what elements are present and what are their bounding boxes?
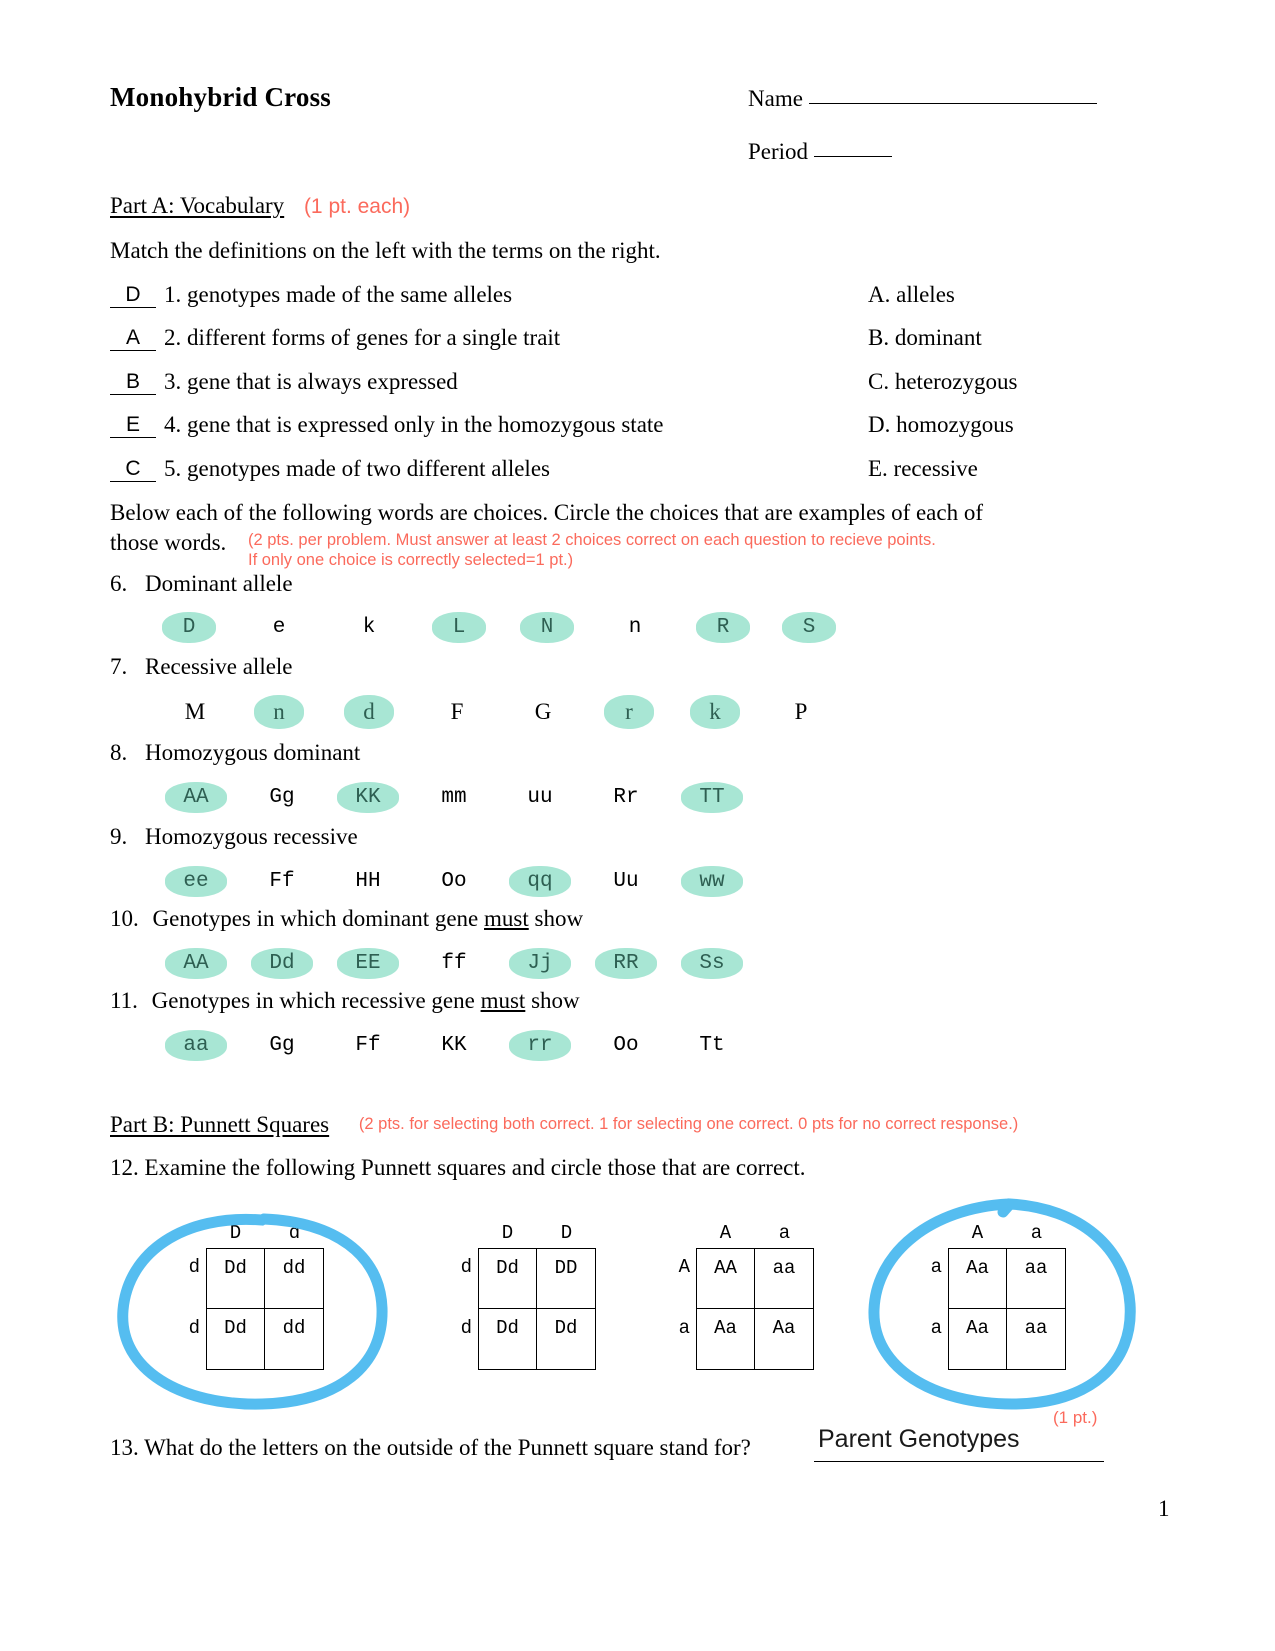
punnett-square-1[interactable] (168, 1222, 328, 1372)
match-row-1 (110, 282, 512, 308)
punnett-2-cell-1: Dd (479, 1249, 537, 1309)
punnett-3-cell-2: aa (755, 1249, 813, 1309)
choice-11-3[interactable]: Ff (355, 1034, 381, 1057)
choice-7-8[interactable]: P (794, 699, 808, 724)
choice-6-5[interactable]: N (520, 612, 574, 643)
choice-11-1[interactable]: aa (165, 1030, 227, 1061)
choice-10-2[interactable]: Dd (251, 948, 313, 979)
punnett-3-cell-1: AA (697, 1249, 755, 1309)
punnett-1-grid (206, 1248, 324, 1370)
part-a-points-note: (1 pt. each) (303, 195, 411, 218)
choice-6-8[interactable]: S (782, 612, 836, 643)
choice-10-5[interactable]: Jj (509, 948, 571, 979)
choice-10-6[interactable]: RR (595, 948, 657, 979)
question-9-prompt: Homozygous recessive (145, 824, 358, 849)
punnett-2-column-headers (478, 1222, 596, 1244)
term-item-e: E. recessive (868, 456, 978, 481)
punnett-3-col-1: A (719, 1222, 732, 1244)
choice-6-1[interactable]: D (162, 612, 216, 643)
choice-7-5[interactable]: G (534, 699, 552, 724)
name-label: Name (748, 86, 803, 111)
choice-6-6[interactable]: n (628, 616, 642, 639)
punnett-4-cell-2: aa (1007, 1249, 1065, 1309)
question-10-number: 10. (110, 906, 139, 931)
punnett-4-grid (948, 1248, 1066, 1370)
choice-10-3[interactable]: EE (337, 948, 399, 979)
punnett-1-col-1: D (229, 1222, 242, 1244)
question-6-number: 6. (110, 571, 128, 596)
punnett-square-4[interactable] (910, 1222, 1070, 1372)
choice-7-6[interactable]: r (604, 695, 654, 729)
question-11-number: 11. (110, 988, 138, 1013)
punnett-square-2[interactable] (440, 1222, 600, 1372)
punnett-2-col-1: D (501, 1222, 514, 1244)
match-answer-5[interactable]: C (110, 457, 156, 482)
part-b-heading: Part B: Punnett Squares (110, 1112, 330, 1137)
question-8-prompt: Homozygous dominant (145, 740, 361, 765)
match-text-3: gene that is always expressed (187, 369, 458, 394)
choice-10-1[interactable]: AA (165, 948, 227, 979)
match-row-5 (110, 456, 550, 482)
question-13-answer-line (814, 1461, 1104, 1462)
punnett-1-column-headers (206, 1222, 324, 1244)
question-6-prompt: Dominant allele (145, 571, 293, 596)
punnett-3-col-2: a (778, 1222, 791, 1244)
circle-points-note-line2: If only one choice is correctly selected=1 pt.) (248, 551, 574, 569)
punnett-3-row-1: A (678, 1256, 690, 1278)
punnett-3-column-headers (696, 1222, 814, 1244)
punnett-square-3[interactable] (658, 1222, 818, 1372)
punnett-2-row-1: d (460, 1256, 472, 1278)
punnett-2-cell-4: Dd (554, 1317, 578, 1339)
question-6-choices (162, 612, 836, 643)
punnett-4-cell-3: Aa (949, 1309, 1007, 1369)
choice-6-7[interactable]: R (696, 612, 750, 643)
choice-9-6[interactable]: Uu (613, 870, 639, 893)
match-answer-3[interactable]: B (110, 370, 156, 395)
part-a-heading: Part A: Vocabulary (110, 193, 285, 218)
circle-points-note-line1: (2 pts. per problem. Must answer at least 2 choices correct on each question to recieve points. (248, 531, 936, 549)
choice-9-5[interactable]: qq (509, 866, 571, 897)
question-7-choices (170, 695, 826, 729)
punnett-1-cell-1: Dd (207, 1249, 265, 1309)
choice-8-3[interactable]: KK (337, 782, 399, 813)
punnett-3-row-2: a (678, 1317, 690, 1339)
choice-9-2[interactable]: Ff (269, 870, 295, 893)
match-number-5: 5. (164, 456, 182, 481)
term-item-a: A. alleles (868, 282, 955, 307)
punnett-3-cell-4: Aa (772, 1317, 796, 1339)
punnett-2-grid (478, 1248, 596, 1370)
choice-9-7[interactable]: ww (681, 866, 743, 897)
term-item-b: B. dominant (868, 325, 982, 350)
choice-8-4[interactable]: mm (441, 786, 467, 809)
choice-11-7[interactable]: Tt (699, 1034, 725, 1057)
choice-11-4[interactable]: KK (441, 1034, 467, 1057)
page-number: 1 (1158, 1496, 1170, 1521)
name-field-row (748, 86, 1097, 112)
page-title: Monohybrid Cross (110, 82, 331, 112)
choice-8-5[interactable]: uu (527, 786, 553, 809)
choice-10-7[interactable]: Ss (681, 948, 743, 979)
match-number-1: 1. (164, 282, 182, 307)
punnett-4-col-2: a (1030, 1222, 1043, 1244)
punnett-4-row-headers (910, 1248, 942, 1370)
choice-8-6[interactable]: Rr (613, 786, 639, 809)
match-text-1: genotypes made of the same alleles (187, 282, 513, 307)
choice-11-5[interactable]: rr (509, 1030, 571, 1061)
part-b-points-note: (2 pts. for selecting both correct. 1 for selecting one correct. 0 pts for no correct response.) (358, 1115, 1019, 1133)
question-12-text: 12. Examine the following Punnett squares and circle those that are correct. (110, 1155, 806, 1180)
punnett-1-cell-3: Dd (207, 1309, 265, 1369)
question-9-number: 9. (110, 824, 128, 849)
choice-7-4[interactable]: F (450, 699, 464, 724)
match-row-2 (110, 325, 560, 351)
choice-11-6[interactable]: Oo (613, 1034, 639, 1057)
choice-6-4[interactable]: L (432, 612, 486, 643)
match-answer-2[interactable]: A (110, 326, 156, 351)
punnett-1-cell-4: dd (282, 1317, 306, 1339)
match-number-4: 4. (164, 412, 182, 437)
punnett-4-row-1: a (930, 1256, 942, 1278)
term-item-d: D. homozygous (868, 412, 1014, 437)
punnett-2-cell-3: Dd (479, 1309, 537, 1369)
choice-9-4[interactable]: Oo (441, 870, 467, 893)
punnett-3-row-headers (658, 1248, 690, 1370)
punnett-1-row-headers (168, 1248, 200, 1370)
question-8-label (110, 740, 360, 766)
match-text-5: genotypes made of two different alleles (187, 456, 550, 481)
question-13-answer[interactable]: Parent Genotypes (818, 1425, 1020, 1453)
match-number-2: 2. (164, 325, 182, 350)
punnett-3-grid (696, 1248, 814, 1370)
match-text-4: gene that is expressed only in the homozygous state (187, 412, 664, 437)
question-10-prompt-post: show (528, 906, 584, 931)
match-text-2: different forms of genes for a single trait (187, 325, 561, 350)
punnett-4-column-headers (948, 1222, 1066, 1244)
choice-8-2[interactable]: Gg (269, 786, 295, 809)
period-label: Period (748, 139, 809, 164)
question-13-points-note: (1 pt.) (1053, 1408, 1098, 1427)
part-b-heading-row (110, 1112, 1018, 1138)
punnett-2-row-2: d (460, 1317, 472, 1339)
punnett-1-col-2: d (288, 1222, 301, 1244)
choice-7-3[interactable]: d (344, 695, 394, 729)
period-input-blank[interactable] (814, 156, 892, 157)
circle-instruction-line2: those words. (110, 530, 227, 555)
period-field-row (748, 139, 892, 165)
choice-9-1[interactable]: ee (165, 866, 227, 897)
choice-6-3[interactable]: k (362, 616, 376, 639)
question-6-label (110, 571, 293, 597)
punnett-1-row-1: d (188, 1256, 200, 1278)
question-8-choices (165, 782, 743, 813)
question-13-text: 13. What do the letters on the outside of the Punnett square stand for? (110, 1435, 751, 1460)
punnett-4-cell-4: aa (1024, 1317, 1048, 1339)
question-8-number: 8. (110, 740, 128, 765)
question-10-prompt-emphasis: must (484, 906, 529, 931)
circle-instruction-line1: Below each of the following words are choices. Circle the choices that are examples of each of (110, 500, 984, 525)
punnett-4-cell-1: Aa (949, 1249, 1007, 1309)
choice-6-2[interactable]: e (272, 616, 286, 639)
question-10-label (110, 906, 583, 932)
question-11-prompt-emphasis: must (480, 988, 526, 1013)
question-11-prompt-post: show (525, 988, 580, 1013)
question-11-choices (165, 1030, 743, 1061)
punnett-2-cell-2: DD (537, 1249, 595, 1309)
part-a-heading-row (110, 193, 410, 219)
punnett-4-row-2: a (930, 1317, 942, 1339)
matching-instruction: Match the definitions on the left with the terms on the right. (110, 238, 661, 263)
choice-8-7[interactable]: TT (681, 782, 743, 813)
term-item-c: C. heterozygous (868, 369, 1018, 394)
match-number-3: 3. (164, 369, 182, 394)
punnett-2-row-headers (440, 1248, 472, 1370)
match-row-3 (110, 369, 458, 395)
question-7-number: 7. (110, 654, 128, 679)
question-11-label (110, 988, 580, 1014)
question-9-label (110, 824, 358, 850)
match-answer-1[interactable]: D (110, 283, 156, 308)
question-7-label (110, 654, 293, 680)
question-11-prompt-pre: Genotypes in which recessive gene (151, 988, 481, 1013)
choice-7-2[interactable]: n (254, 695, 304, 729)
match-row-4 (110, 412, 664, 438)
match-answer-4[interactable]: E (110, 413, 156, 438)
choice-7-7[interactable]: k (690, 695, 740, 729)
punnett-1-cell-2: dd (265, 1249, 323, 1309)
punnett-1-row-2: d (188, 1317, 200, 1339)
name-input-blank[interactable] (809, 103, 1097, 104)
choice-7-1[interactable]: M (184, 699, 206, 724)
choice-10-4[interactable]: ff (441, 952, 467, 975)
question-10-prompt-pre: Genotypes in which dominant gene (152, 906, 485, 931)
punnett-2-col-2: D (560, 1222, 573, 1244)
choice-11-2[interactable]: Gg (269, 1034, 295, 1057)
punnett-3-cell-3: Aa (697, 1309, 755, 1369)
question-9-choices (165, 866, 743, 897)
choice-8-1[interactable]: AA (165, 782, 227, 813)
question-7-prompt: Recessive allele (145, 654, 293, 679)
question-10-choices (165, 948, 743, 979)
punnett-4-col-1: A (971, 1222, 984, 1244)
choice-9-3[interactable]: HH (355, 870, 381, 893)
